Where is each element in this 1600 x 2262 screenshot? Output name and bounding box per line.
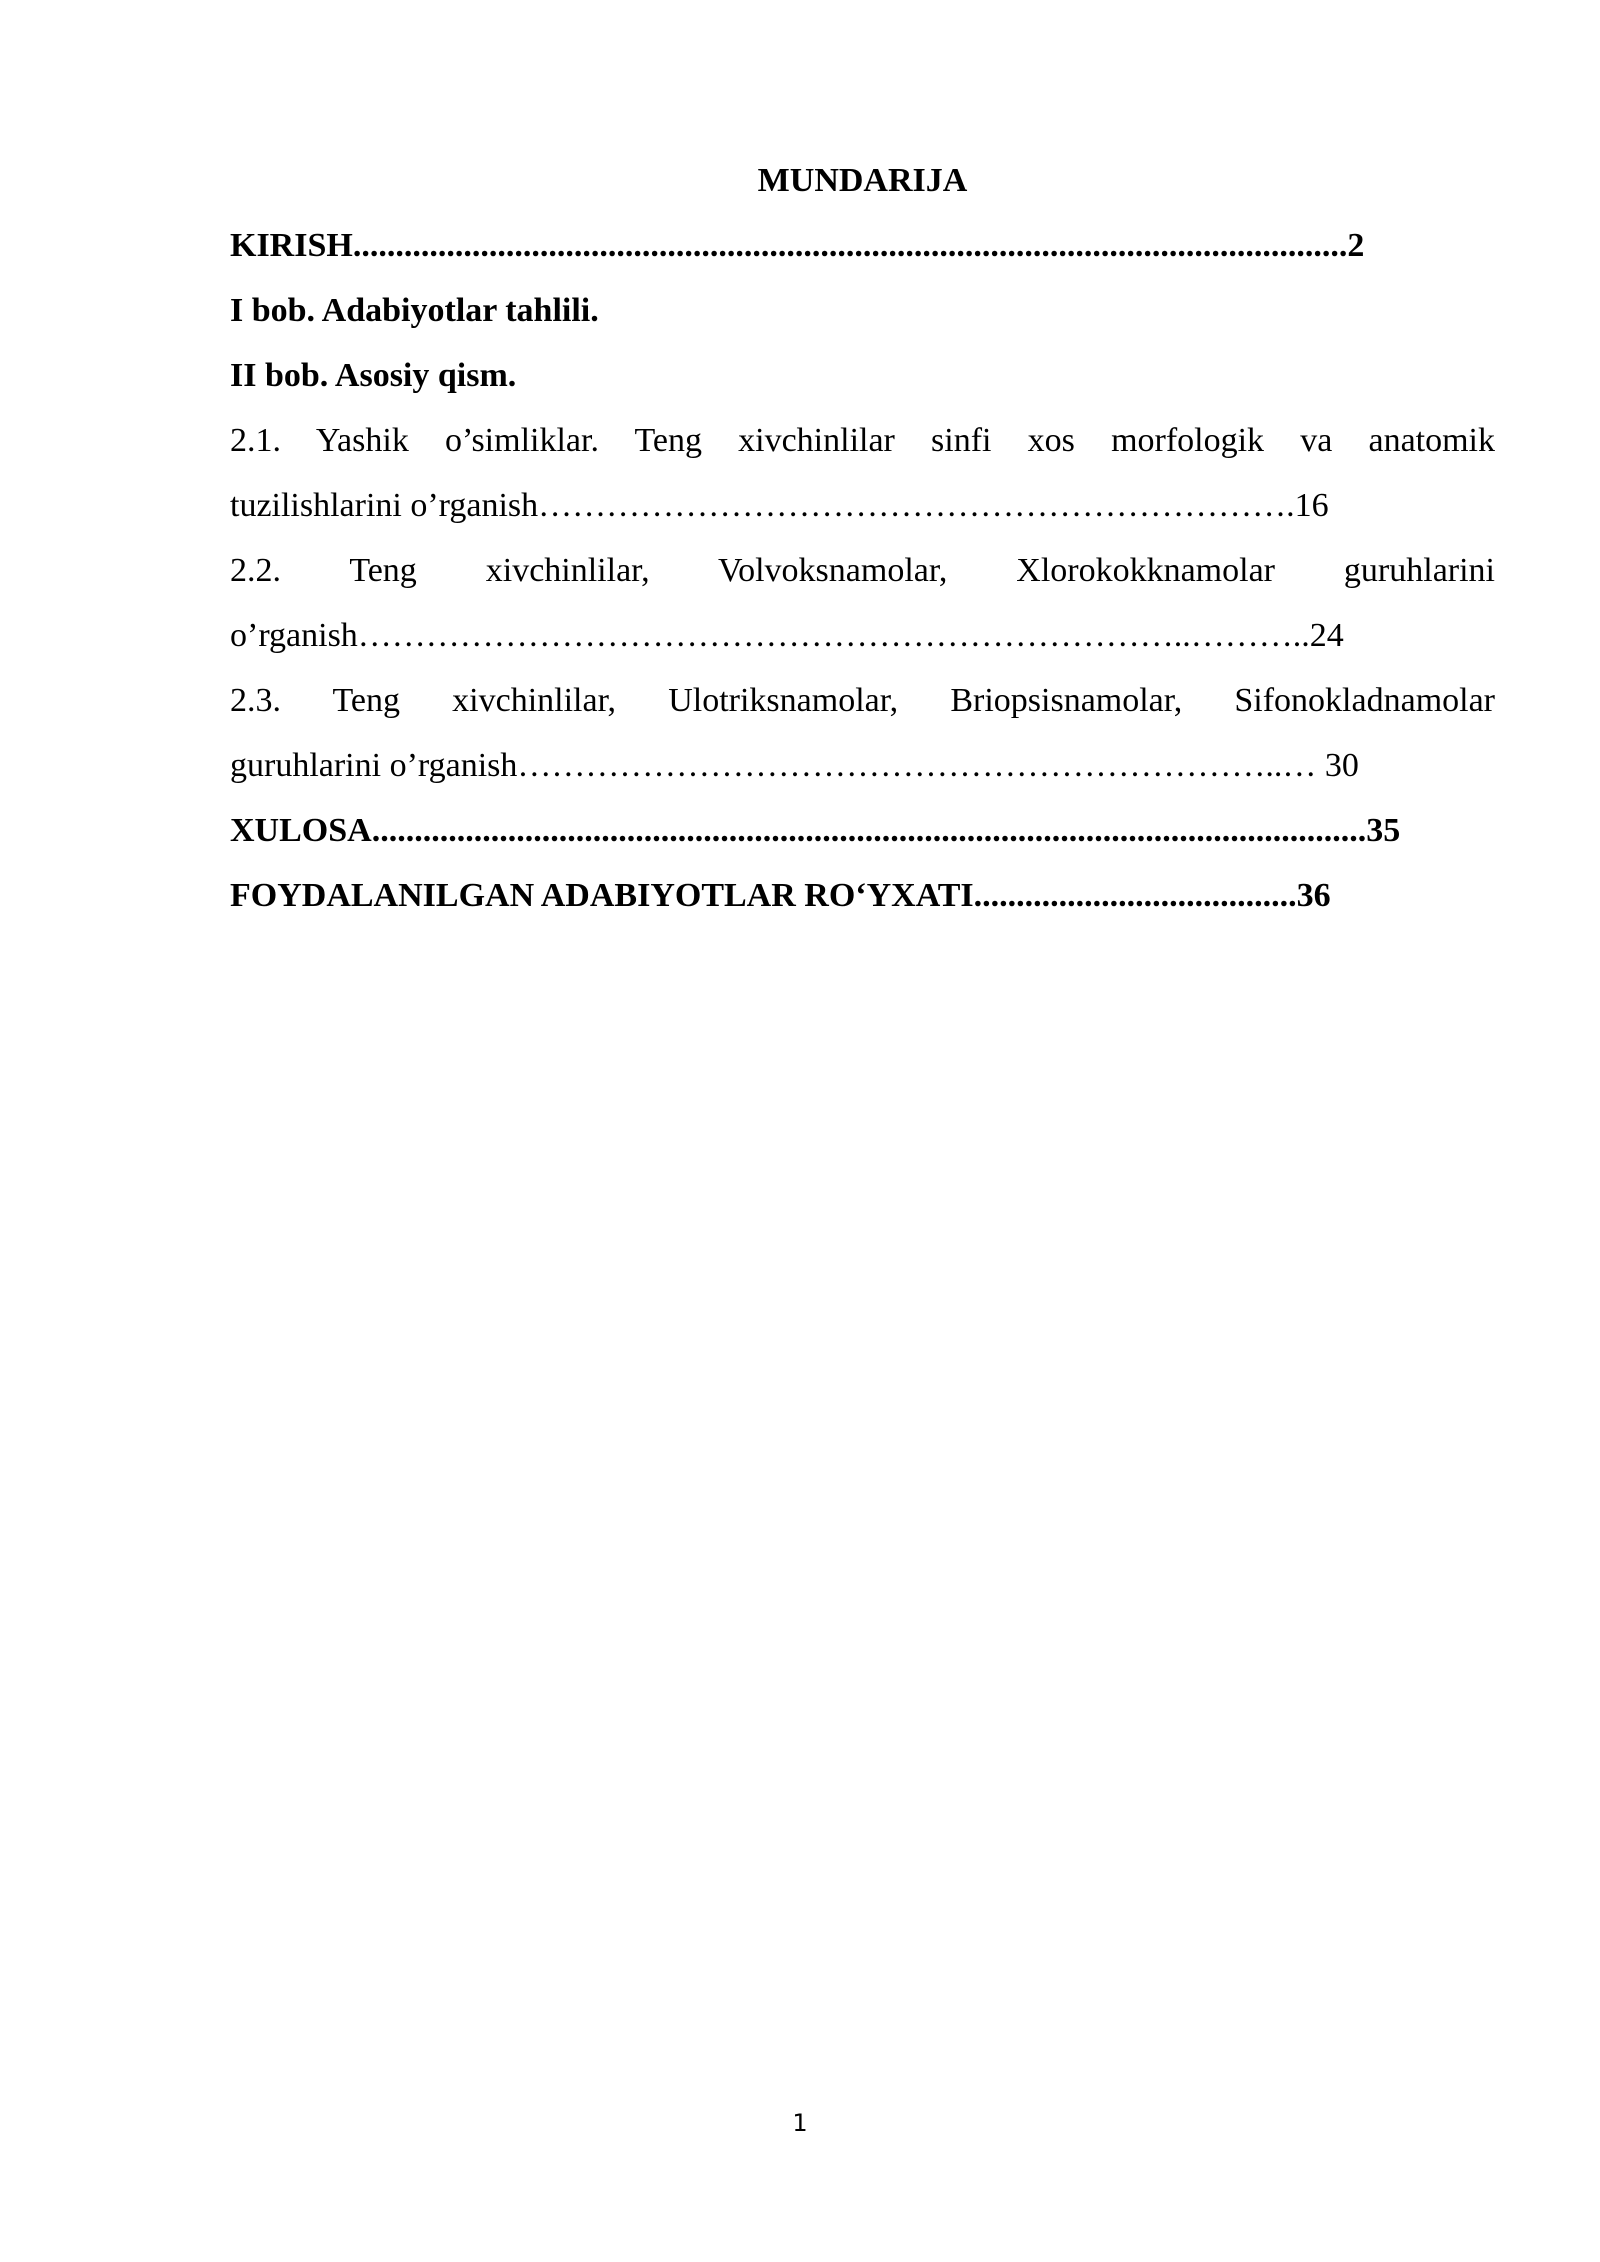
toc-entry-xulosa: XULOSA.....................................................................................................................35 (230, 812, 1401, 849)
toc-entry-2-3-line-2: guruhlarini o’rganish…………………………………………………………..… 30 (230, 747, 1359, 784)
toc-entry-2-3-line-1: 2.3. Teng xivchinlilar, Ulotriksnamolar, Briopsisnamolar, Sifonokladnamolar (230, 682, 1495, 719)
page-number: 1 (792, 2109, 808, 2137)
toc-entry-2-2-line-1: 2.2. Teng xivchinlilar, Volvoksnamolar, Xlorokokknamolar guruhlarini (230, 552, 1495, 589)
table-of-contents (230, 148, 1495, 928)
toc-entry-chapter-2: II bob. Asosiy qism. (230, 357, 517, 394)
toc-entry-chapter-1: I bob. Adabiyotlar tahlili. (230, 292, 599, 329)
toc-entry-2-1-line-1: 2.1. Yashik o’simliklar. Teng xivchinlilar sinfi xos morfologik va anatomik (230, 422, 1495, 459)
toc-entry-2-2-line-2: o’rganish………………………………………………………………..………..24 (230, 617, 1344, 654)
toc-title: MUNDARIJA (757, 162, 968, 199)
toc-entry-2-1-line-2: tuzilishlarini o’rganish………………………………………………………….16 (230, 487, 1329, 524)
toc-entry-references: FOYDALANILGAN ADABIYOTLAR RO‘YXATI......................................36 (230, 877, 1331, 914)
toc-entry-kirish: KIRISH.....................................................................................................................2 (230, 227, 1365, 264)
